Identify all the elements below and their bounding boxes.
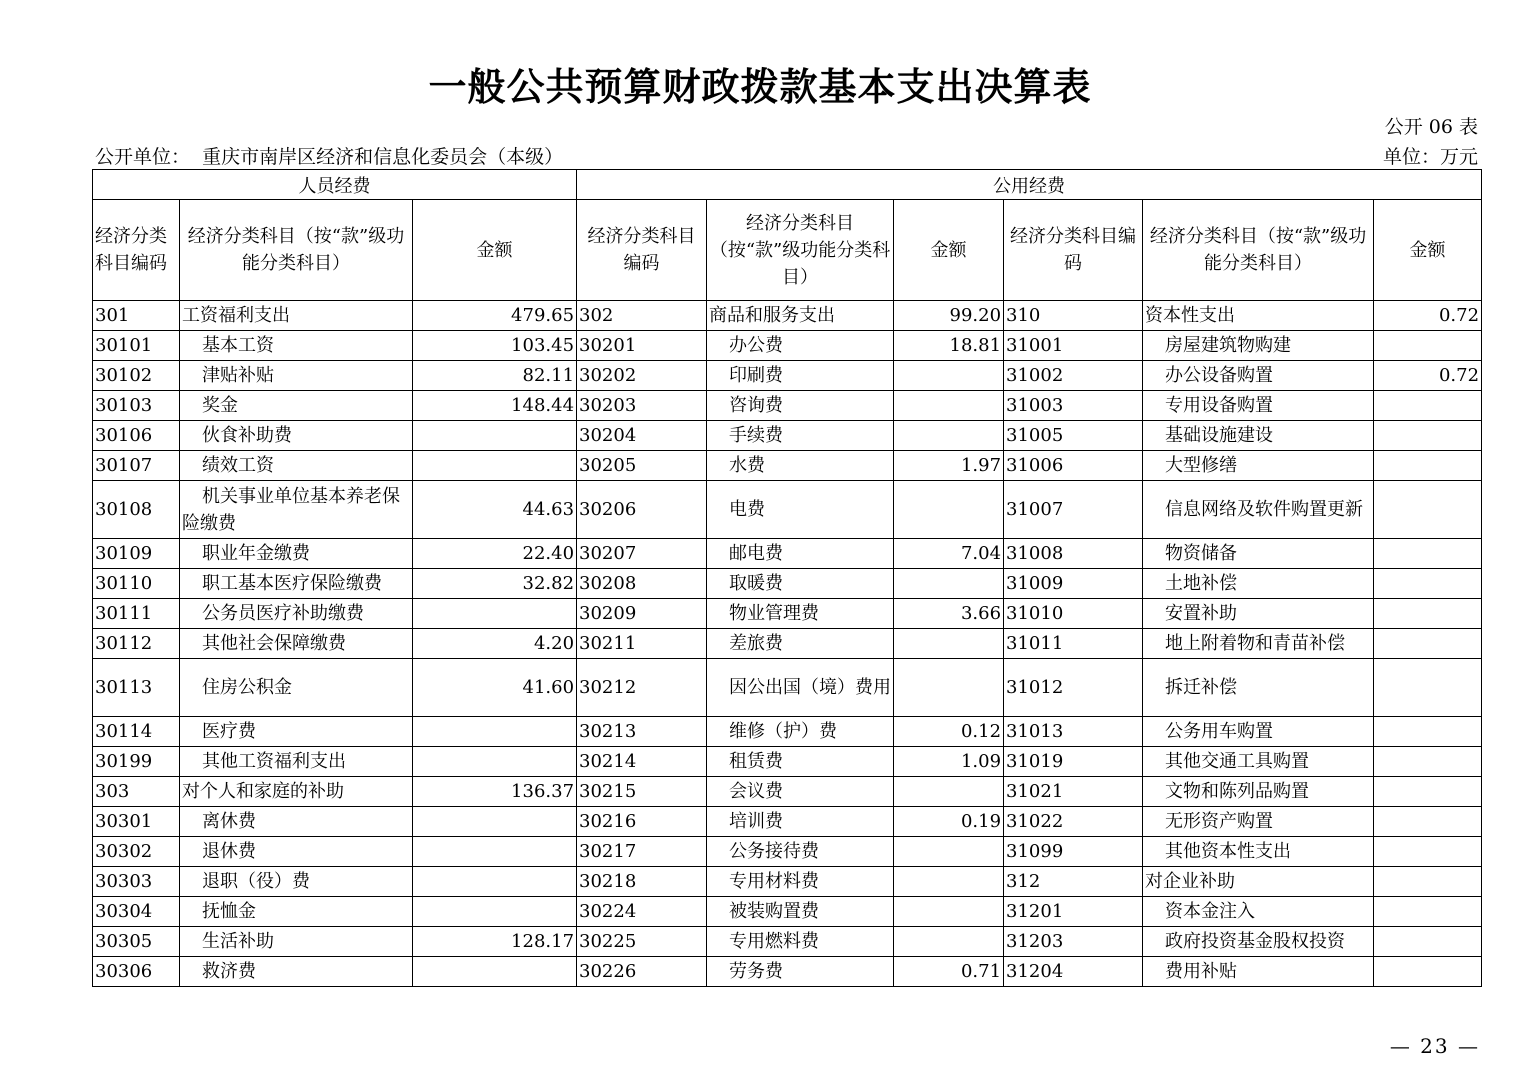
budget-table (92, 169, 1482, 987)
cell-code: 30101 (93, 331, 180, 361)
cell-amount (1374, 957, 1482, 987)
cell-code: 31204 (1004, 957, 1143, 987)
cell-amount: 3.66 (894, 599, 1004, 629)
cell-code: 30226 (577, 957, 707, 987)
cell-code: 30209 (577, 599, 707, 629)
cell-code: 31021 (1004, 777, 1143, 807)
form-number: 公开 06 表 (1384, 116, 1478, 138)
cell-code: 30112 (93, 629, 180, 659)
cell-amount (413, 599, 577, 629)
cell-amount (1374, 629, 1482, 659)
cell-code: 312 (1004, 867, 1143, 897)
cell-code: 30214 (577, 747, 707, 777)
cell-code: 30304 (93, 897, 180, 927)
cell-name: 绩效工资 (180, 451, 413, 481)
cell-name: 取暖费 (707, 569, 894, 599)
cell-code: 31012 (1004, 659, 1143, 717)
cell-code: 30305 (93, 927, 180, 957)
cell-name: 公务用车购置 (1143, 717, 1374, 747)
cell-name: 职业年金缴费 (180, 539, 413, 569)
cell-name: 医疗费 (180, 717, 413, 747)
cell-name: 专用设备购置 (1143, 391, 1374, 421)
cell-amount: 32.82 (413, 569, 577, 599)
cell-name: 手续费 (707, 421, 894, 451)
cell-code: 31201 (1004, 897, 1143, 927)
cell-name: 资本性支出 (1143, 301, 1374, 331)
cell-amount: 41.60 (413, 659, 577, 717)
cell-name: 物业管理费 (707, 599, 894, 629)
cell-amount (894, 421, 1004, 451)
table-row (93, 897, 1482, 927)
cell-amount (1374, 539, 1482, 569)
cell-name: 工资福利支出 (180, 301, 413, 331)
header-name: 经济分类科目（按“款”级功能分类科目） (1143, 200, 1374, 301)
header-code: 经济分类科目编码 (93, 200, 180, 301)
cell-code: 30107 (93, 451, 180, 481)
group-header-personnel: 人员经费 (93, 170, 577, 200)
cell-code: 30217 (577, 837, 707, 867)
cell-code: 30302 (93, 837, 180, 867)
cell-code: 31001 (1004, 331, 1143, 361)
cell-amount: 136.37 (413, 777, 577, 807)
cell-name: 办公设备购置 (1143, 361, 1374, 391)
table-row (93, 539, 1482, 569)
cell-code: 30225 (577, 927, 707, 957)
cell-amount (894, 897, 1004, 927)
cell-code: 30102 (93, 361, 180, 391)
cell-name: 奖金 (180, 391, 413, 421)
cell-amount (1374, 747, 1482, 777)
cell-name: 住房公积金 (180, 659, 413, 717)
table-row (93, 569, 1482, 599)
cell-name: 劳务费 (707, 957, 894, 987)
cell-code: 30218 (577, 867, 707, 897)
cell-code: 30205 (577, 451, 707, 481)
table-body (93, 301, 1482, 987)
page-number: — 23 — (1389, 1034, 1480, 1058)
cell-name: 费用补贴 (1143, 957, 1374, 987)
table-row (93, 599, 1482, 629)
cell-name: 救济费 (180, 957, 413, 987)
cell-name: 邮电费 (707, 539, 894, 569)
currency-unit: 单位：万元 (1382, 146, 1478, 168)
cell-name: 租赁费 (707, 747, 894, 777)
cell-amount (1374, 391, 1482, 421)
cell-name: 职工基本医疗保险缴费 (180, 569, 413, 599)
cell-amount (413, 747, 577, 777)
cell-amount (894, 837, 1004, 867)
cell-amount (894, 481, 1004, 539)
cell-code: 30110 (93, 569, 180, 599)
cell-code: 31007 (1004, 481, 1143, 539)
cell-amount (1374, 599, 1482, 629)
header-code: 经济分类科目编码 (577, 200, 707, 301)
cell-name: 培训费 (707, 807, 894, 837)
cell-code: 303 (93, 777, 180, 807)
cell-name: 资本金注入 (1143, 897, 1374, 927)
cell-amount (1374, 837, 1482, 867)
cell-name: 公务接待费 (707, 837, 894, 867)
cell-amount (413, 957, 577, 987)
cell-amount (894, 927, 1004, 957)
table-row (93, 421, 1482, 451)
header-amount: 金额 (1374, 200, 1482, 301)
table-row (93, 659, 1482, 717)
cell-code: 30103 (93, 391, 180, 421)
cell-amount: 0.72 (1374, 301, 1482, 331)
table-row (93, 481, 1482, 539)
cell-amount (1374, 867, 1482, 897)
cell-name: 房屋建筑物购建 (1143, 331, 1374, 361)
cell-code: 31010 (1004, 599, 1143, 629)
cell-amount: 22.40 (413, 539, 577, 569)
cell-amount (1374, 569, 1482, 599)
cell-name: 对个人和家庭的补助 (180, 777, 413, 807)
cell-name: 会议费 (707, 777, 894, 807)
cell-amount (413, 421, 577, 451)
cell-amount (1374, 481, 1482, 539)
cell-name: 水费 (707, 451, 894, 481)
cell-amount: 1.09 (894, 747, 1004, 777)
cell-code: 30202 (577, 361, 707, 391)
cell-name: 维修（护）费 (707, 717, 894, 747)
cell-code: 30213 (577, 717, 707, 747)
cell-name: 其他工资福利支出 (180, 747, 413, 777)
cell-amount: 82.11 (413, 361, 577, 391)
cell-code: 30206 (577, 481, 707, 539)
cell-amount: 18.81 (894, 331, 1004, 361)
cell-code: 30203 (577, 391, 707, 421)
cell-amount: 7.04 (894, 539, 1004, 569)
cell-code: 31006 (1004, 451, 1143, 481)
cell-code: 31022 (1004, 807, 1143, 837)
cell-amount (1374, 777, 1482, 807)
cell-amount (894, 867, 1004, 897)
cell-name: 其他资本性支出 (1143, 837, 1374, 867)
table-row (93, 391, 1482, 421)
cell-code: 30204 (577, 421, 707, 451)
cell-code: 30208 (577, 569, 707, 599)
cell-name: 咨询费 (707, 391, 894, 421)
cell-amount (894, 361, 1004, 391)
cell-amount: 0.72 (1374, 361, 1482, 391)
group-header-public: 公用经费 (577, 170, 1482, 200)
cell-amount (413, 897, 577, 927)
cell-code: 30111 (93, 599, 180, 629)
cell-name: 其他交通工具购置 (1143, 747, 1374, 777)
cell-amount (1374, 421, 1482, 451)
cell-name: 基础设施建设 (1143, 421, 1374, 451)
table-row (93, 747, 1482, 777)
cell-code: 30303 (93, 867, 180, 897)
cell-name: 信息网络及软件购置更新 (1143, 481, 1374, 539)
cell-name: 被装购置费 (707, 897, 894, 927)
header-name: 经济分类科目（按“款”级功能分类科目） (180, 200, 413, 301)
cell-name: 离休费 (180, 807, 413, 837)
page-title: 一般公共预算财政拨款基本支出决算表 (428, 64, 1092, 109)
cell-amount: 479.65 (413, 301, 577, 331)
cell-code: 30106 (93, 421, 180, 451)
cell-name: 土地补偿 (1143, 569, 1374, 599)
cell-name: 退职（役）费 (180, 867, 413, 897)
cell-code: 31002 (1004, 361, 1143, 391)
cell-code: 31009 (1004, 569, 1143, 599)
cell-code: 31003 (1004, 391, 1143, 421)
cell-amount: 4.20 (413, 629, 577, 659)
cell-name: 政府投资基金股权投资 (1143, 927, 1374, 957)
cell-name: 机关事业单位基本养老保险缴费 (180, 481, 413, 539)
cell-amount (1374, 451, 1482, 481)
table-row (93, 717, 1482, 747)
cell-code: 31099 (1004, 837, 1143, 867)
cell-amount (413, 717, 577, 747)
cell-amount (1374, 717, 1482, 747)
cell-code: 301 (93, 301, 180, 331)
cell-code: 30113 (93, 659, 180, 717)
cell-amount (894, 391, 1004, 421)
cell-name: 电费 (707, 481, 894, 539)
disclosing-unit (95, 142, 563, 169)
cell-name: 专用材料费 (707, 867, 894, 897)
cell-name: 抚恤金 (180, 897, 413, 927)
cell-amount (413, 867, 577, 897)
cell-name: 物资储备 (1143, 539, 1374, 569)
cell-name: 因公出国（境）费用 (707, 659, 894, 717)
cell-name: 文物和陈列品购置 (1143, 777, 1374, 807)
cell-amount (1374, 897, 1482, 927)
cell-code: 30199 (93, 747, 180, 777)
cell-name: 印刷费 (707, 361, 894, 391)
cell-code: 31011 (1004, 629, 1143, 659)
org-name: 重庆市南岸区经济和信息化委员会（本级） (202, 146, 564, 168)
cell-amount: 0.12 (894, 717, 1004, 747)
cell-code: 310 (1004, 301, 1143, 331)
cell-amount (894, 629, 1004, 659)
org-label: 公开单位： (95, 146, 191, 168)
cell-name: 商品和服务支出 (707, 301, 894, 331)
cell-code: 30212 (577, 659, 707, 717)
table-row (93, 867, 1482, 897)
cell-name: 津贴补贴 (180, 361, 413, 391)
cell-name: 伙食补助费 (180, 421, 413, 451)
cell-amount: 44.63 (413, 481, 577, 539)
cell-name: 无形资产购置 (1143, 807, 1374, 837)
table-row (93, 629, 1482, 659)
cell-amount: 0.19 (894, 807, 1004, 837)
cell-code: 31019 (1004, 747, 1143, 777)
cell-code: 30215 (577, 777, 707, 807)
cell-name: 基本工资 (180, 331, 413, 361)
cell-amount: 128.17 (413, 927, 577, 957)
cell-name: 生活补助 (180, 927, 413, 957)
cell-code: 30201 (577, 331, 707, 361)
cell-amount (1374, 659, 1482, 717)
header-amount: 金额 (894, 200, 1004, 301)
cell-amount (894, 659, 1004, 717)
cell-code: 30114 (93, 717, 180, 747)
cell-name: 办公费 (707, 331, 894, 361)
cell-name: 对企业补助 (1143, 867, 1374, 897)
cell-amount (413, 807, 577, 837)
cell-amount (894, 777, 1004, 807)
cell-code: 30306 (93, 957, 180, 987)
cell-amount (894, 569, 1004, 599)
table-row (93, 777, 1482, 807)
cell-name: 差旅费 (707, 629, 894, 659)
cell-code: 31005 (1004, 421, 1143, 451)
cell-amount (1374, 927, 1482, 957)
cell-amount: 148.44 (413, 391, 577, 421)
cell-code: 31008 (1004, 539, 1143, 569)
cell-name: 地上附着物和青苗补偿 (1143, 629, 1374, 659)
table-row (93, 361, 1482, 391)
cell-code: 30109 (93, 539, 180, 569)
cell-amount: 1.97 (894, 451, 1004, 481)
cell-code: 30216 (577, 807, 707, 837)
cell-name: 大型修缮 (1143, 451, 1374, 481)
cell-name: 公务员医疗补助缴费 (180, 599, 413, 629)
cell-name: 安置补助 (1143, 599, 1374, 629)
table-row (93, 301, 1482, 331)
cell-amount (413, 451, 577, 481)
cell-amount: 0.71 (894, 957, 1004, 987)
header-amount: 金额 (413, 200, 577, 301)
cell-code: 31203 (1004, 927, 1143, 957)
cell-amount (1374, 807, 1482, 837)
cell-code: 30301 (93, 807, 180, 837)
cell-code: 30207 (577, 539, 707, 569)
cell-name: 专用燃料费 (707, 927, 894, 957)
cell-name: 退休费 (180, 837, 413, 867)
cell-amount (1374, 331, 1482, 361)
cell-code: 30108 (93, 481, 180, 539)
cell-name: 拆迁补偿 (1143, 659, 1374, 717)
cell-amount: 103.45 (413, 331, 577, 361)
table-row (93, 807, 1482, 837)
cell-amount: 99.20 (894, 301, 1004, 331)
header-name: 经济分类科目（按“款”级功能分类科目） (707, 200, 894, 301)
cell-code: 302 (577, 301, 707, 331)
cell-code: 31013 (1004, 717, 1143, 747)
table-row (93, 957, 1482, 987)
cell-name: 其他社会保障缴费 (180, 629, 413, 659)
table-row (93, 837, 1482, 867)
header-code: 经济分类科目编码 (1004, 200, 1143, 301)
cell-code: 30211 (577, 629, 707, 659)
cell-code: 30224 (577, 897, 707, 927)
cell-amount (413, 837, 577, 867)
table-row (93, 927, 1482, 957)
table-row (93, 451, 1482, 481)
table-row (93, 331, 1482, 361)
